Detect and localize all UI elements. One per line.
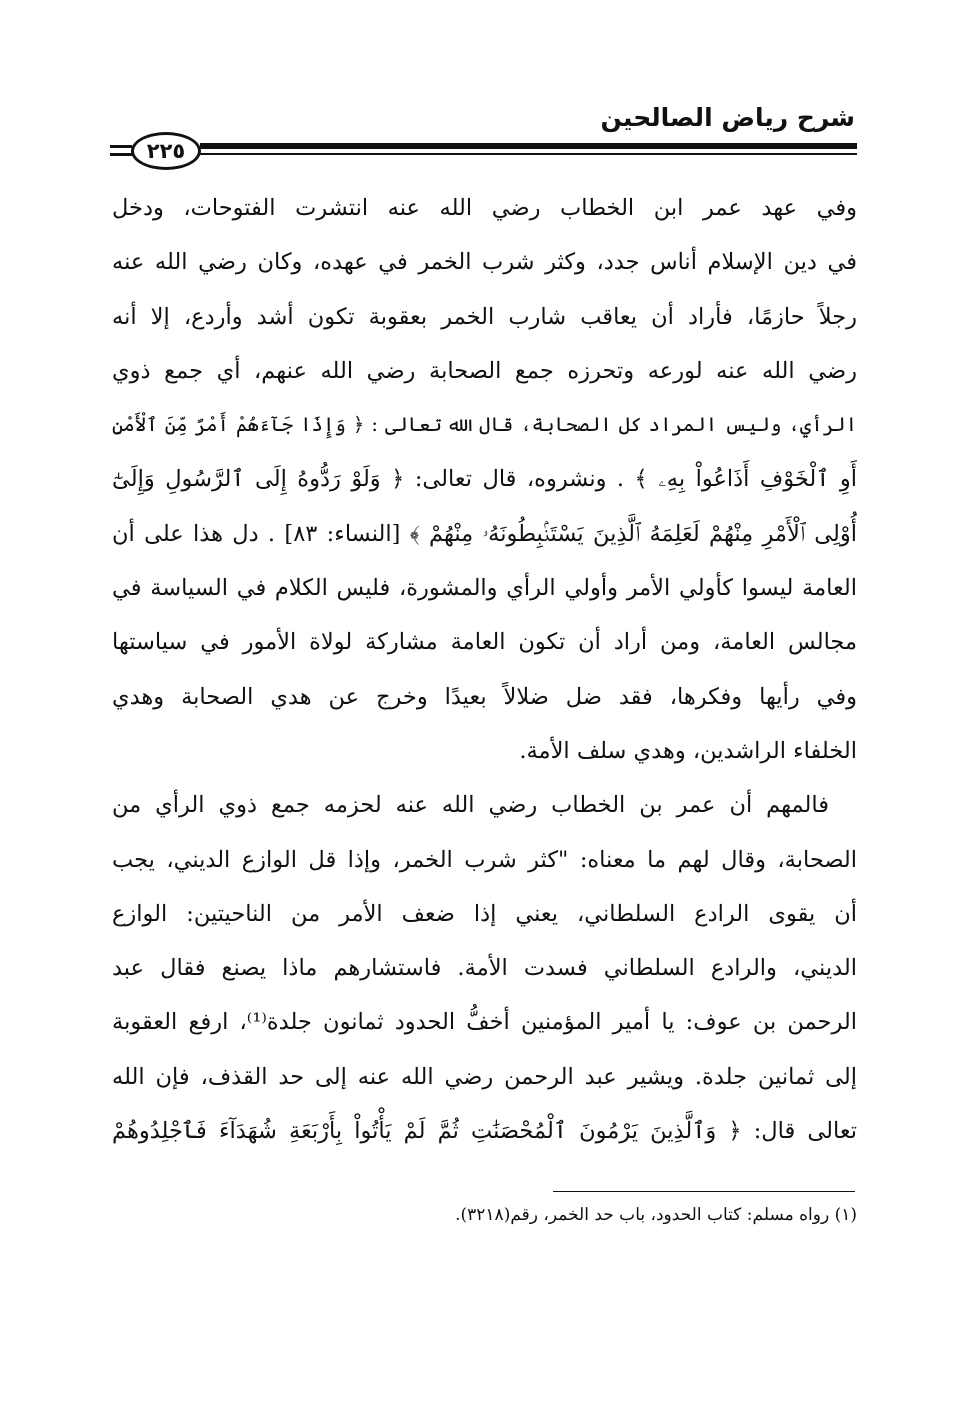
text-line: العامة ليسوا كأولي الأمر وأولي الرأي والمشورة، فليس الكلام في السياسة في <box>112 575 857 602</box>
footnote-separator <box>553 1191 855 1192</box>
page-number-badge <box>131 132 201 170</box>
text-line: أن يقوى الرادع السلطاني، يعني إذا ضعف الأمر من الناحيتين: الوازع <box>112 900 857 927</box>
text-line: الصحابة، وقال لهم ما معناه: "كثر شرب الخمر، وإذا قل الوازع الديني، يجب <box>112 846 857 873</box>
page-number: ٢٢٥ <box>146 139 186 163</box>
header-rule-thin <box>200 153 857 155</box>
book-title: شرح رياض الصالحين <box>600 103 855 132</box>
text-line: الرحمن بن عوف: يا أمير المؤمنين أخفُّ الحدود ثمانون جلدة⁽¹⁾، ارفع العقوبة <box>112 1009 857 1036</box>
text-line: الديني، والرادع السلطاني فسدت الأمة. فاستشارهم ماذا يصنع فقال عبد <box>112 955 857 982</box>
header-rule-left-lower <box>110 153 132 156</box>
text-line: الخلفاء الراشدين، وهدي سلف الأمة. <box>519 737 857 764</box>
footnote: (١) رواه مسلم: كتاب الحدود، باب حد الخمر، رقم(٣٢١٨). <box>455 1205 857 1225</box>
text-line: في دين الإسلام أناس جدد، وكثر شرب الخمر في عهده، وكان رضي الله عنه <box>112 249 857 276</box>
header-rule-left-upper <box>110 145 132 148</box>
text-line: وفي رأيها وفكرها، فقد ضل ضلالاً بعيدًا وخرج عن هدي الصحابة وهدي <box>112 683 857 710</box>
body-text <box>112 181 857 1158</box>
text-line-with-verse: تعالى قال: ﴿ وَٱلَّذِينَ يَرْمُونَ ٱلْمُحْصَنَٰتِ ثُمَّ لَمْ يَأْتُواْ بِأَرْبَعَةِ شُهَدَآءَ فَٱجْلِدُوهُمْ <box>112 1118 857 1145</box>
text-line: رضي الله عنه لورعه وتحرزه جمع الصحابة رضي الله عنهم، أي جمع ذوي <box>112 357 857 384</box>
text-line: رجلاً حازمًا، فأراد أن يعاقب شارب الخمر بعقوبة تكون أشد وأردع، إلا أنه <box>112 303 857 330</box>
text-line-with-verse: أُوْلِى ٱلْأَمْرِ مِنْهُمْ لَعَلِمَهُ ٱلَّذِينَ يَسْتَنۢبِطُونَهُۥ مِنْهُمْ ﴾ [النساء: ٨٣] . دل هذا على أن <box>112 520 857 547</box>
text-line-with-verse: الرأي، وليس المراد كل الصحابة، قال الله تعالى : ﴿ وَإِذَا جَآءَهُمْ أَمْرٌ مِّنَ ٱلْأَمْنِ <box>112 413 857 437</box>
text-line: مجالس العامة، ومن أراد أن تكون العامة مشاركة لولاة الأمور في سياستها <box>112 629 857 656</box>
text-line: وفي عهد عمر ابن الخطاب رضي الله عنه انتشرت الفتوحات، ودخل <box>112 195 857 221</box>
text-line: فالمهم أن عمر بن الخطاب رضي الله عنه لحزمه جمع ذوي الرأي من <box>112 792 829 819</box>
text-line: إلى ثمانين جلدة. ويشير عبد الرحمن رضي الله عنه إلى حد القذف، فإن الله <box>112 1063 857 1090</box>
text-line-with-verse: أَوِ ٱلْخَوْفِ أَذَاعُواْ بِهِۦ ﴾ . ونشروه، قال تعالى: ﴿ وَلَوْ رَدُّوهُ إِلَى ٱلرَّسُولِ وَإِلَىٰٓ <box>112 466 857 493</box>
header-rule-thick <box>200 143 857 149</box>
